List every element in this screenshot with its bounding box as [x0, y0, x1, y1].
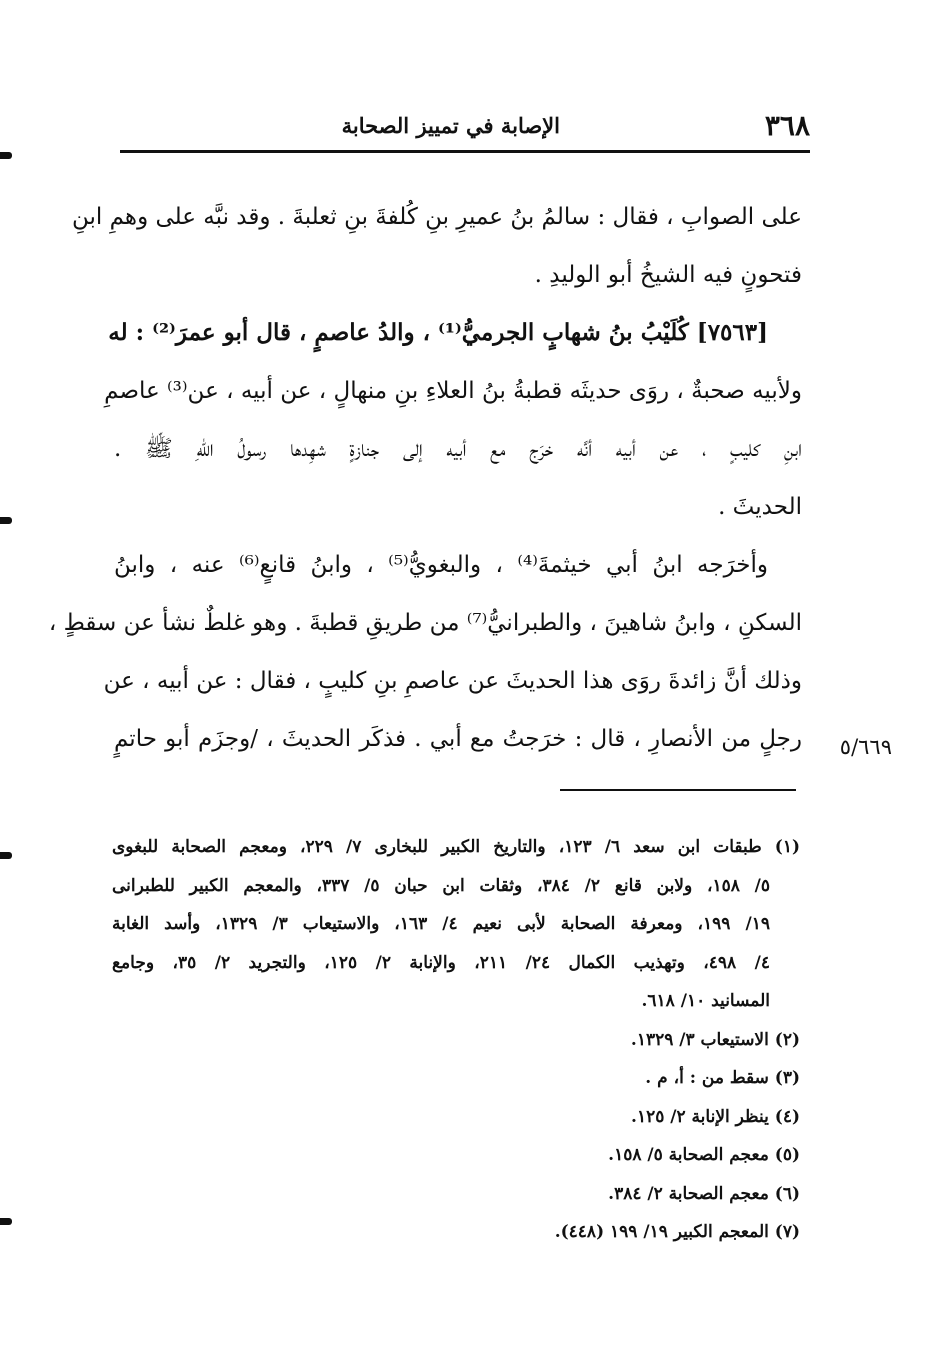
scan-mark — [0, 852, 12, 859]
text-line: رجلٍ من الأنصارِ ، قال : خرَجتُ مع أبي . فذكَر الحديثَ ، /وجزَم أبو حاتمٍ — [114, 726, 802, 752]
text-line: وأخرَجه ابنُ أبي خيثمةَ⁽⁴⁾ ، والبغويُّ⁽⁵⁾ ، وابنُ قانعٍ⁽⁶⁾ عنه ، وابنُ — [114, 552, 768, 578]
scan-mark — [0, 152, 12, 159]
scan-mark — [0, 517, 12, 524]
footnote-line: ١٩/ ١٩٩، ومعرفة الصحابة لأبى نعيم ٤/ ١٦٣، والاستيعاب ٣/ ١٣٢٩، وأسد الغابة — [112, 914, 770, 934]
entry-heading-line: [٧٥٦٣] كُلَيْبُ بنُ شهابٍ الجرميُّ⁽¹⁾ ، والدُ عاصمٍ ، قال أبو عمرَ⁽²⁾ : له — [108, 319, 768, 346]
text-line: الحديثَ . — [718, 494, 802, 520]
running-title: الإصابة في تمييز الصحابة — [341, 113, 560, 138]
page-number: ٣٦٨ — [764, 109, 810, 142]
footnote-rule — [560, 789, 796, 791]
footnote-line: ٥/ ١٥٨، ولابن قانع ٢/ ٣٨٤، وثقات ابن حبان ٥/ ٣٣٧، والمعجم الكبير للطبرانى — [112, 875, 770, 896]
entry-paragraph — [104, 304, 802, 536]
text-line: السكنِ ، وابنُ شاهينَ ، والطبرانيُّ⁽⁷⁾ من طريقِ قطبةَ . وهو غلطٌ نشأ عن سقطٍ ، — [48, 610, 802, 636]
footnote-line: (٧) المعجم الكبير ١٩/ ١٩٩ (٤٤٨). — [554, 1222, 800, 1242]
footnote-line: (٦) معجم الصحابة ٢/ ٣٨٤. — [608, 1183, 800, 1204]
footnote-line: (٥) معجم الصحابة ٥/ ١٥٨. — [608, 1145, 800, 1165]
footnote-line: (٣) سقط من : أ، م . — [645, 1068, 800, 1088]
footnotes — [112, 828, 800, 1252]
text-line: ولأبيه صحبةٌ ، روَى حديثَه قطبةُ بنُ العلاءِ بنِ منهالٍ ، عن أبيه ، عن⁽³⁾ عاصمِ — [104, 378, 802, 404]
footnote-line: (١) طبقات ابن سعد ٦/ ١٢٣، والتاريخ الكبير للبخارى ٧/ ٢٢٩، ومعجم الصحابة للبغوى — [112, 837, 800, 857]
text-line: فتحونٍ فيه الشيخُ أبو الوليدِ . — [534, 262, 802, 288]
header-rule — [120, 150, 810, 153]
footnote-line: المسانيد ١٠/ ٦١٨. — [641, 991, 770, 1011]
main-text — [48, 188, 802, 768]
page-header — [120, 105, 810, 147]
margin-reference: ٥/٦٦٩ — [839, 735, 892, 759]
text-line: على الصوابِ ، فقال : سالمُ بنُ عميرِ بنِ كُلفةَ بنِ ثعلبةَ . وقد نبَّه على وهمِ ابنِ — [72, 204, 802, 230]
paragraph — [72, 188, 802, 304]
text-line: وذلك أنَّ زائدةَ روَى هذا الحديثَ عن عاصمِ بنِ كليبٍ ، فقال : عن أبيه ، عن — [103, 668, 802, 694]
footnote-line: ٤/ ٤٩٨، وتهذيب الكمال ٢٤/ ٢١١، والإنابة ٢/ ١٢٥، والتجريد ٢/ ٣٥، وجامع — [112, 952, 770, 973]
footnote-line: (٤) ينظر الإنابة ٢/ ١٢٥. — [631, 1106, 800, 1127]
paragraph — [48, 536, 802, 768]
footnote-line: (٢) الاستيعاب ٣/ ١٣٢٩. — [630, 1029, 800, 1050]
scan-mark — [0, 1218, 12, 1225]
text-line: ابنِ كليبٍ ، عن أبيه أنَّه خرَج مع أبيه إلى جنازةٍ شهِدها رسولُ اللهِ ﷺ . — [114, 436, 802, 462]
